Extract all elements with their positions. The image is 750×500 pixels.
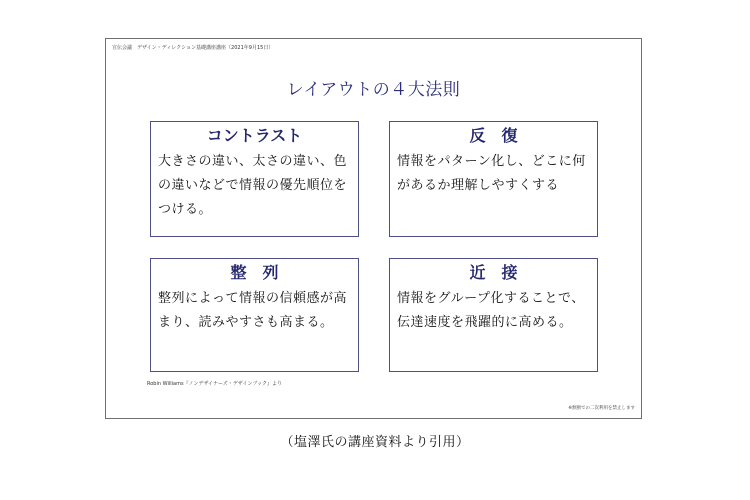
box-repetition: [389, 121, 598, 237]
box-alignment: [150, 258, 359, 372]
slide-title: レイアウトの４大法則: [286, 80, 461, 100]
footer-note: ※無断での二次利用を禁止します: [568, 406, 635, 411]
box-contrast: [150, 121, 359, 237]
slide-header-note: 宣伝会議 デザイン・ディレクション基礎講座講座（2021年9月15日）: [112, 45, 274, 51]
box-contrast-title: コントラスト: [206, 126, 303, 145]
image-caption: （塩澤氏の講座資料より引用）: [280, 435, 470, 450]
box-alignment-title: 整 列: [230, 263, 279, 282]
box-proximity: [389, 258, 598, 372]
box-repetition-title: 反 復: [469, 126, 518, 145]
box-proximity-title: 近 接: [469, 263, 518, 282]
box-contrast-body: 大きさの違い、太さの違い、色の違いなどで情報の優先順位をつける。: [158, 154, 348, 217]
slide: [105, 38, 642, 419]
source-note: Robin Williams『ノンデザイナーズ・デザインブック』より: [147, 381, 283, 387]
box-proximity-body: 情報をグループ化することで、伝達速度を飛躍的に高める。: [397, 291, 585, 330]
box-repetition-body: 情報をパターン化し、どこに何があるか理解しやすくする: [397, 154, 586, 193]
box-alignment-body: 整列によって情報の信頼感が高まり、読みやすさも高まる。: [158, 291, 348, 330]
